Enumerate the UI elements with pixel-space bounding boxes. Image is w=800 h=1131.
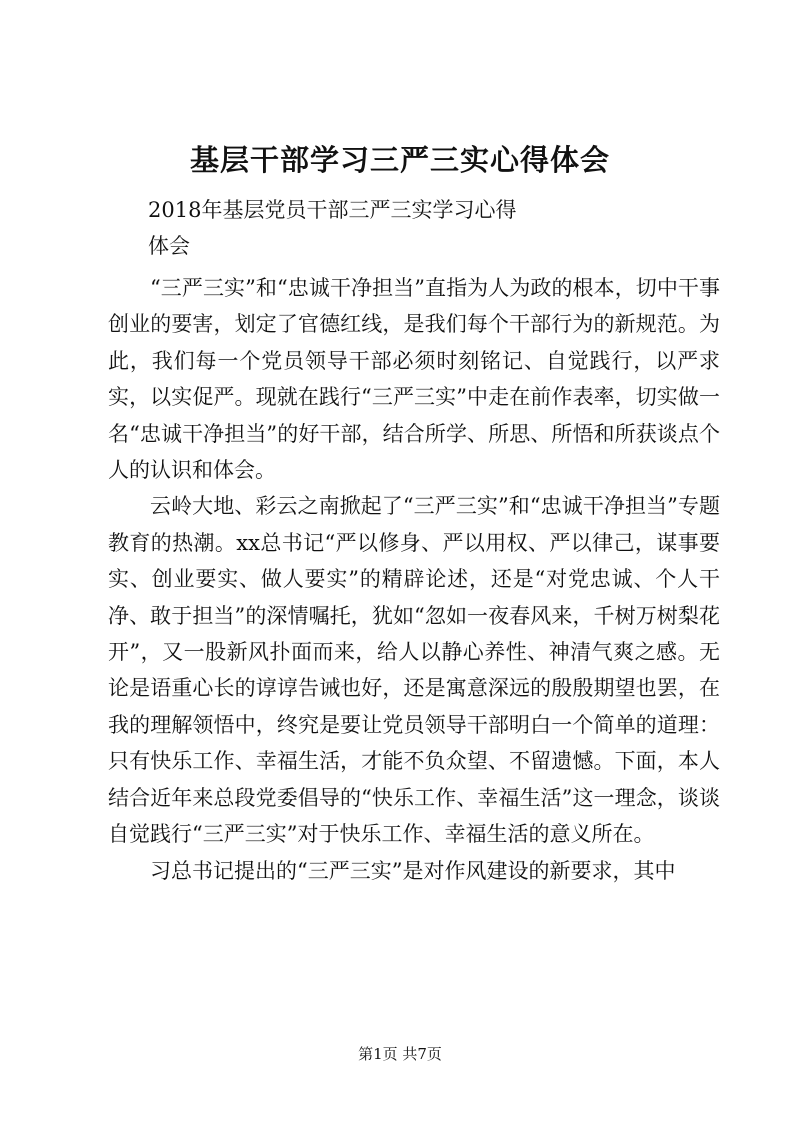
page-number-footer: 第1页 共7页 [358, 1045, 442, 1063]
document-body [108, 270, 720, 889]
document-title: 基层干部学习三严三实心得体会 [189, 143, 610, 177]
paragraph-1: “三严三实”和“忠诚干净担当”直指为人为政的根本，切中干事创业的要害，划定了官德红线，是我们每个干部行为的新规范。为此，我们每一个党员领导干部必须时刻铭记、自觉践行，以严求实，以实促严。现就在践行“三严三实”中走在前作表率，切实做一名“忠诚干净担当”的好干部，结合所学、所思、所悟和所获谈点个人的认识和体会。 [108, 276, 720, 483]
paragraph-2: 云岭大地、彩云之南掀起了“三严三实”和“忠诚干净担当”专题教育的热潮。xx总书记“严以修身、严以用权、严以律己，谋事要实、创业要实、做人要实”的精辟论述，还是“对党忠诚、个人干净、敢于担当”的深情嘱托，犹如“忽如一夜春风来，千树万树梨花开”，又一股新风扑面而来，给人以静心养性、神清气爽之感。无论是语重心长的谆谆告诫也好，还是寓意深远的殷殷期望也罢，在我的理解领悟中，终究是要让党员领导干部明白一个简单的道理：只有快乐工作、幸福生活，才能不负众望、不留遗憾。下面，本人结合近年来总段党委倡导的“快乐工作、幸福生活”这一理念，谈谈自觉践行“三严三实”对于快乐工作、幸福生活的意义所在。 [108, 494, 720, 847]
paragraph-3: 习总书记提出的“三严三实”是对作风建设的新要求，其中 [150, 858, 676, 883]
subtitle-line-1: 2018年基层党员干部三严三实学习心得 [148, 198, 517, 222]
subtitle-line-2: 体会 [148, 234, 190, 258]
